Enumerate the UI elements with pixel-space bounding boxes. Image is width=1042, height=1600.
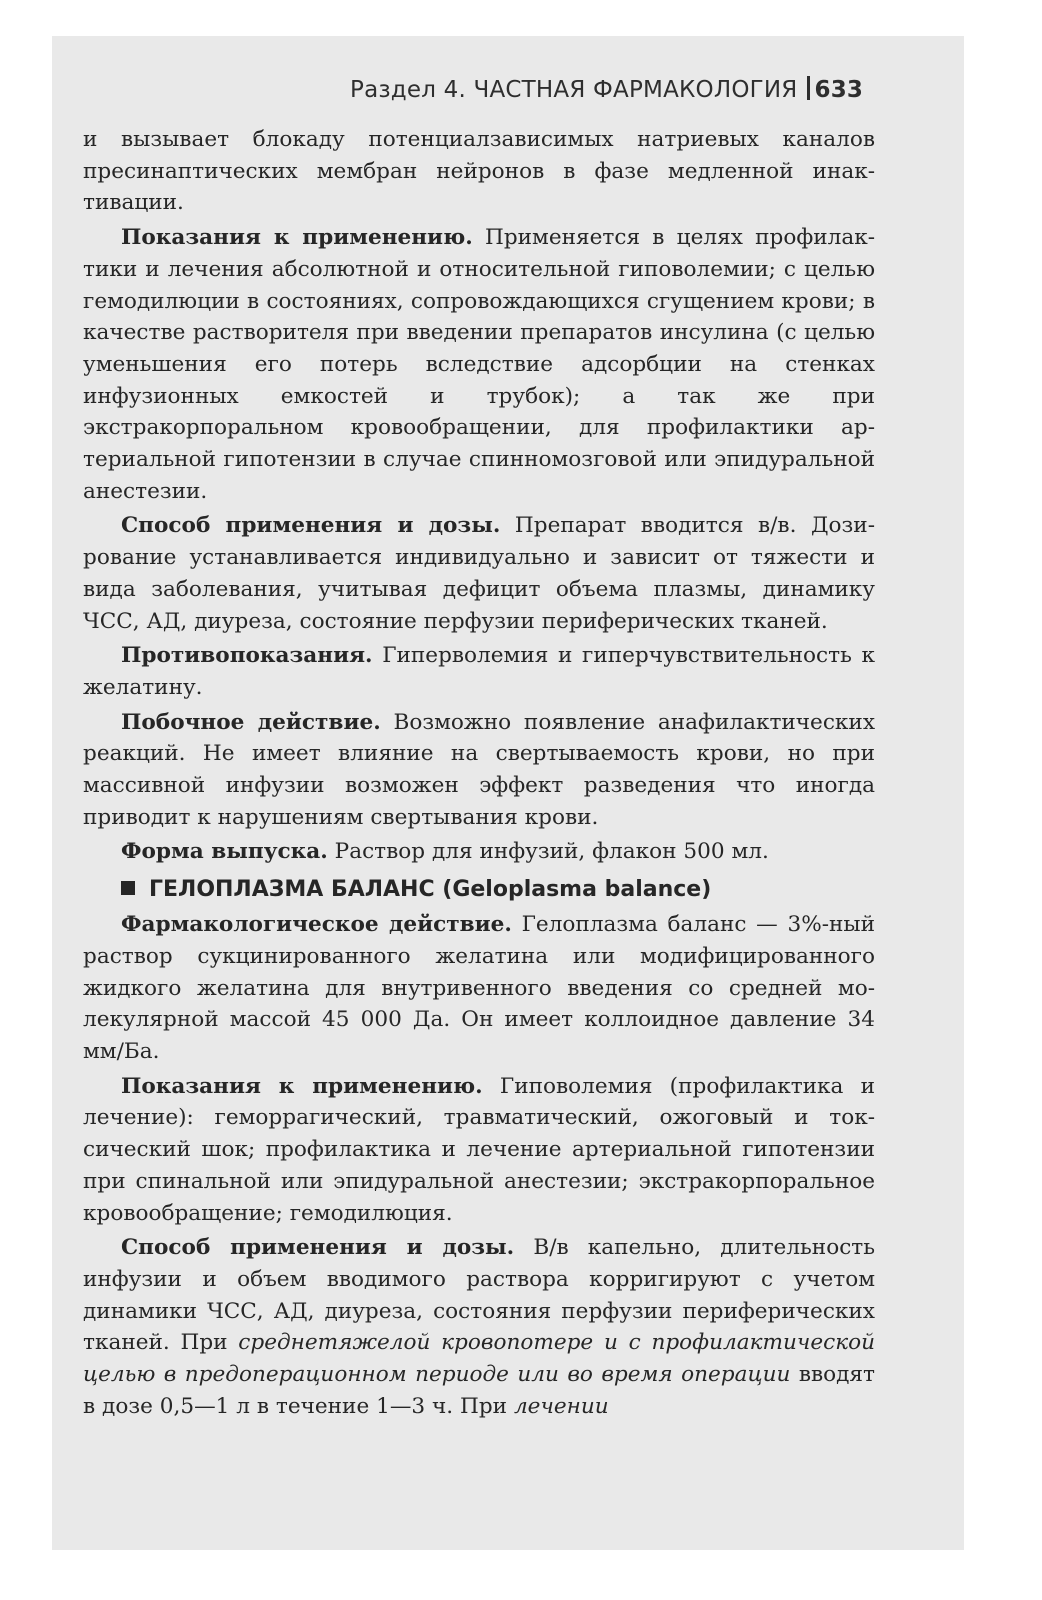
paragraph-italic-text: лечении — [513, 1393, 609, 1419]
paragraph-text: Гелоплазма баланс — 3%-ный раствор сукцинированного желатина или модифицированного жидкого желатина для внутривенного введения со средней молекулярной массой 45 000 Да. Он имеет коллоидное давление 34 мм/Ба. — [83, 912, 875, 1064]
page-body — [83, 124, 875, 1425]
paragraph-label: Способ применения и дозы. — [121, 1235, 515, 1261]
paragraph-pharmacology — [83, 909, 875, 1068]
paragraph-dosage — [83, 510, 875, 637]
paragraph-label: Показания к применению. — [121, 225, 473, 251]
paragraph-text: Раствор для инфузий, флакон 500 мл. — [327, 839, 769, 865]
paragraph-release-form — [83, 836, 875, 868]
paragraph-label: Фармакологическое действие. — [121, 912, 512, 938]
paragraph-label: Способ применения и дозы. — [121, 513, 501, 539]
drug-heading — [121, 872, 875, 908]
paragraph-dosage-2 — [83, 1232, 875, 1422]
paragraph-text: Возможно появление анафилактических реакций. Не имеет влияние на свертываемость крови, но при массивной инфузии возможен эффект разведения что иногда приводит к нарушениям свертывания крови. — [83, 709, 875, 830]
paragraph-label: Форма выпуска. — [121, 839, 328, 865]
paragraph-text: Гиповолемия (профилактика и лечение): геморрагический, травматический, ожоговый и токсический шок; профилактика и лечение артериальной гипотензии при спинальной или эпидуральной анестезии; экстракорпоральное кровообращение; гемодилюция. — [83, 1073, 876, 1226]
paragraph-text: и вызывает блокаду потенциалзависимых натриевых каналов пресинаптических мембран нейронов в фазе медленной инактивации. — [83, 127, 875, 216]
section-title: Раздел 4. ЧАСТНАЯ ФАРМАКОЛОГИЯ — [350, 77, 798, 103]
paragraph-side-effects — [83, 707, 875, 834]
paragraph-italic-text: среднетяжелой кровопотере и с профилактической целью в предоперационном периоде или во время операции — [83, 1330, 875, 1388]
paragraph-continuation — [83, 124, 875, 219]
header-separator — [807, 76, 810, 100]
paragraph-label: Побочное действие. — [121, 709, 381, 735]
paragraph-text: Гиперволемия и гиперчувствительность к желатину. — [83, 643, 875, 700]
paragraph-contraindications — [83, 640, 875, 703]
paragraph-text: В/в капельно, длительность инфузии и объем вводимого раствора корригируют с учетом динамики ЧСС, АД, диуреза, состояния перфузии периферических тканей. При — [83, 1235, 875, 1356]
drug-name: ГЕЛОПЛАЗМА БАЛАНС — [149, 877, 435, 903]
paragraph-label: Показания к применению. — [121, 1073, 483, 1099]
page-number: 633 — [814, 77, 864, 103]
paragraph-text: вводят в дозе 0,5—1 л в течение 1—3 ч. При — [83, 1362, 876, 1419]
drug-latin-name: (Geloplasma balance) — [442, 877, 712, 903]
running-header — [350, 76, 880, 112]
bullet-square-icon — [121, 881, 135, 895]
paragraph-text: Препарат вводится в/в. Дозирование устанавливается индивидуально и зависит от тяжести и вида заболевания, учитывая дефицит объема плазмы, динамику ЧСС, АД, диуреза, состояние перфузии периферических тканей. — [83, 513, 875, 634]
paragraph-text: Применяется в целях профилактики и лечения абсолютной и относительной гиповолемии; с целью гемодилюции в состояниях, сопровождающихся сгущением крови; в качестве растворителя при введении препаратов инсулина (с целью уменьшения его потерь вследствие адсорбции на стенках инфузионных емкостей и трубок); а так же при экстракорпоральном кровообращении, для профилактики артериальной гипотензии в случае спинномозговой или эпидуральной анестезии. — [83, 225, 875, 504]
paragraph-label: Противопоказания. — [121, 643, 373, 669]
paragraph-indications — [83, 222, 875, 507]
paragraph-indications-2 — [83, 1071, 875, 1230]
